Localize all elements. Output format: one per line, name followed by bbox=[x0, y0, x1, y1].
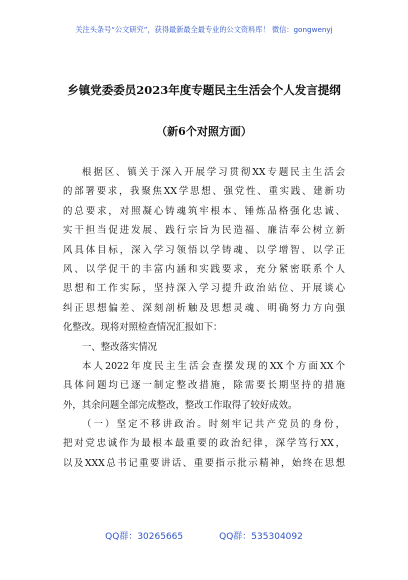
footer bbox=[0, 531, 408, 543]
body-line: 纠正思想偏差、深刻剖析触及思想灵魂、明确努力方向强 bbox=[63, 302, 345, 314]
document-title: 乡镇党委委员2023年度专题民主生活会个人发言提纲 bbox=[67, 83, 341, 97]
header-note: 关注头条号“公文研究”，获得最新最全最专业的公文资料库！ 微信：gongwenyj bbox=[75, 25, 333, 34]
body-line: （一）坚定不移讲政治。时刻牢记共产党员的身份， bbox=[82, 419, 345, 431]
body-line: 具体问题均已逐一制定整改措施，除需要长期坚持的措施 bbox=[63, 380, 345, 392]
body-line: 思想和工作实际，坚持深入学习提升政治站位、开展谈心 bbox=[63, 283, 345, 295]
body-line: 本人2022年度民主生活会查摆发现的XX个方面XX个 bbox=[82, 360, 345, 372]
body-line: 的部署要求，我聚焦XX学思想、强党性、重实践、建新功 bbox=[63, 186, 345, 198]
body-line: 外，其余问题全部完成整改，整改工作取得了较好成效。 bbox=[63, 399, 298, 411]
body-line: 的总要求，对照凝心铸魂筑牢根本、锤炼品格强化忠诚、 bbox=[63, 205, 345, 217]
body-line: 根据区、镇关于深入开展学习贯彻XX专题民主生活会 bbox=[82, 167, 345, 178]
body-line: 把对党忠诚作为最根本最重要的政治纪律，深学笃行XX， bbox=[63, 438, 345, 450]
footer-qq-group-2: QQ群：535304092 bbox=[219, 532, 303, 542]
body-line: 化整改。现将对照检查情况汇报如下： bbox=[63, 322, 223, 334]
footer-qq-group-1: QQ群：30265665 bbox=[105, 532, 184, 542]
section-heading: 一、整改落实情况 bbox=[82, 341, 158, 353]
body-line: 实干担当促进发展、践行宗旨为民造福、廉洁奉公树立新 bbox=[63, 225, 345, 237]
body-line: 风具体目标，深入学习领悟以学铸魂、以学增智、以学正 bbox=[63, 244, 345, 256]
document-subtitle: （新6个对照方面） bbox=[156, 125, 252, 138]
body-line: 风、以学促干的丰富内涵和实践要求，充分紧密联系个人 bbox=[63, 263, 345, 275]
body-line: 以及XXX总书记重要讲话、重要指示批示精神，始终在思想 bbox=[63, 457, 345, 469]
document-body bbox=[63, 163, 345, 473]
